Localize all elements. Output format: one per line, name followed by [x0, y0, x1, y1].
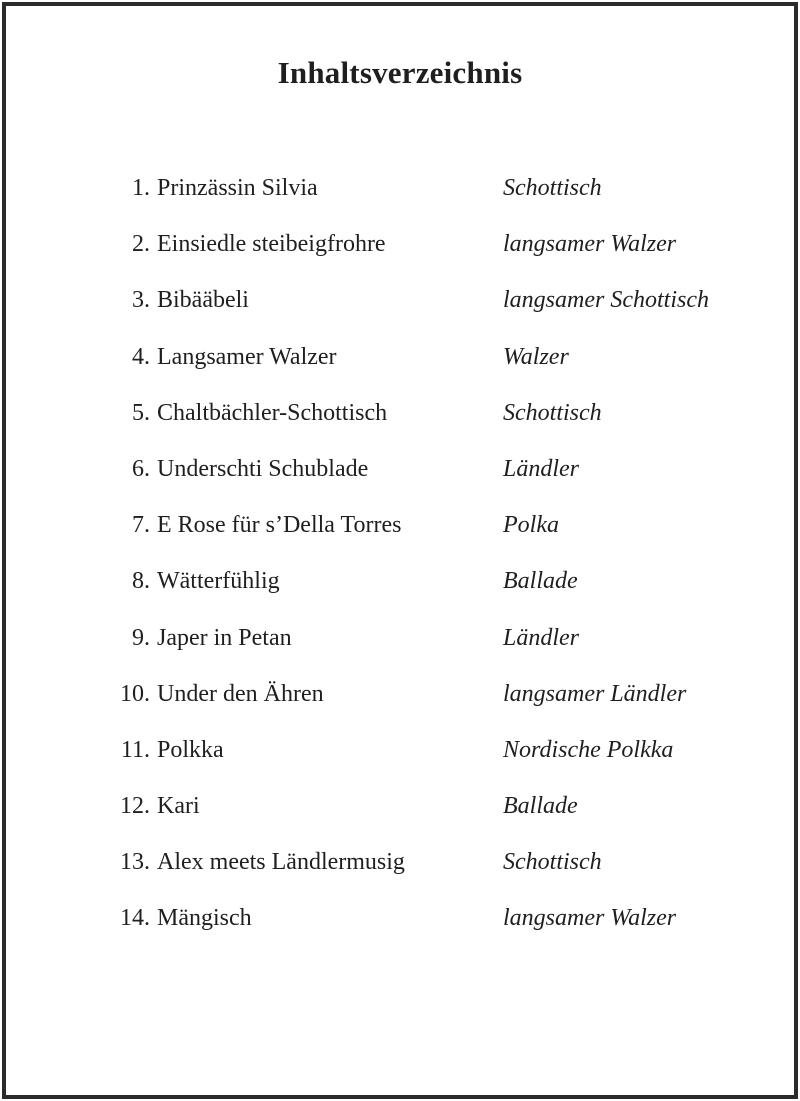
track-title: Kari	[157, 793, 200, 820]
track-genre: Polka	[503, 512, 559, 539]
track-genre: Ballade	[503, 793, 578, 820]
track-number: 7.	[132, 512, 150, 539]
track-number: 12.	[120, 793, 150, 820]
track-number: 5.	[132, 399, 150, 426]
toc-row	[6, 568, 794, 624]
toc-row	[6, 737, 794, 793]
page-title: Inhaltsverzeichnis	[277, 55, 523, 90]
toc-row	[6, 231, 794, 287]
toc-row	[6, 287, 794, 343]
track-genre: Walzer	[503, 343, 569, 370]
track-genre: Schottisch	[503, 399, 602, 426]
track-number: 2.	[132, 231, 150, 258]
track-genre: langsamer Schottisch	[503, 287, 709, 314]
track-number: 4.	[132, 343, 150, 370]
track-title: Langsamer Walzer	[157, 343, 337, 370]
track-genre: Ballade	[503, 568, 578, 595]
track-genre: Ländler	[503, 624, 580, 651]
track-number: 8.	[132, 568, 150, 595]
toc-row	[6, 175, 794, 231]
track-genre: Schottisch	[503, 175, 602, 201]
toc-row	[6, 512, 794, 568]
track-title: Chaltbächler-Schottisch	[157, 399, 388, 426]
track-number: 1.	[132, 175, 150, 201]
track-title: Underschti Schublade	[157, 455, 369, 482]
toc-row	[6, 625, 794, 681]
track-title: Einsiedle steibeigfrohre	[157, 231, 386, 258]
track-title: Japer in Petan	[157, 624, 292, 651]
toc-list	[6, 175, 794, 962]
track-number: 13.	[120, 849, 150, 876]
track-title: Under den Ähren	[157, 680, 324, 707]
toc-row	[6, 456, 794, 512]
track-title: Alex meets Ländlermusig	[157, 849, 405, 876]
track-title: Prinzässin Silvia	[157, 175, 318, 201]
track-number: 3.	[132, 287, 150, 314]
track-genre: langsamer Walzer	[503, 231, 677, 258]
track-number: 6.	[132, 455, 150, 482]
track-title: Mängisch	[157, 905, 252, 932]
track-genre: Schottisch	[503, 849, 602, 876]
toc-row	[6, 344, 794, 400]
track-genre: Nordische Polkka	[503, 736, 674, 763]
track-number: 10.	[120, 680, 150, 707]
toc-row	[6, 793, 794, 849]
toc-row	[6, 681, 794, 737]
toc-row	[6, 905, 794, 961]
track-genre: langsamer Ländler	[503, 680, 687, 707]
track-genre: Ländler	[503, 455, 580, 482]
track-title: Bibääbeli	[157, 287, 249, 314]
track-title: E Rose für s’Della Torres	[157, 512, 402, 539]
track-number: 9.	[132, 624, 150, 651]
track-genre: langsamer Walzer	[503, 905, 677, 932]
track-number: 14.	[120, 905, 150, 932]
toc-page	[2, 2, 798, 1099]
toc-row	[6, 849, 794, 905]
track-title: Polkka	[157, 736, 224, 763]
track-number: 11.	[120, 736, 150, 763]
track-title: Wätterfühlig	[157, 568, 280, 595]
toc-row	[6, 400, 794, 456]
